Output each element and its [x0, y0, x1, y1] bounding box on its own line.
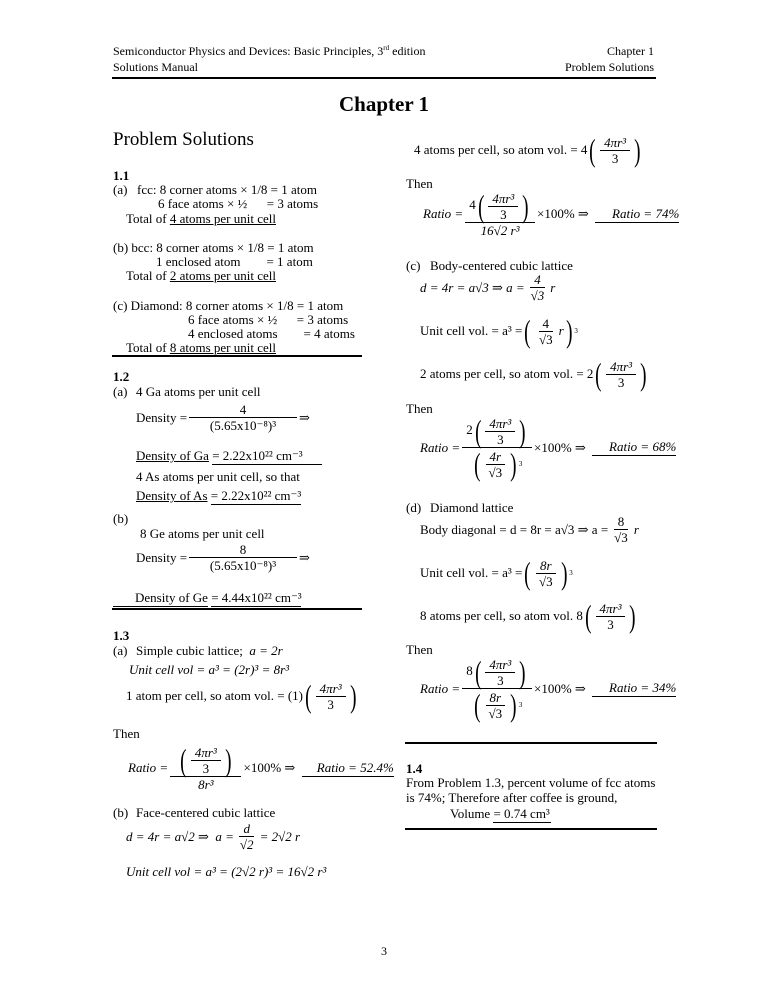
p1-4-volume: Volume = 0.74 cm³	[450, 806, 550, 821]
book-subtitle: Solutions Manual	[113, 60, 199, 74]
p1-3-b-atom-vol: 4 atoms per cell, so atom vol. = 4 ( $\frac{\text{4πr³}}{3}$ )	[414, 132, 641, 168]
p1-2-a-intro: 4 Ga atoms per unit cell	[136, 384, 261, 399]
p1-3-d-title: Diamond lattice	[430, 500, 514, 515]
p1-3-c-atom-vol: 2 atoms per cell, so atom vol. = 2 ( $\frac{\text{4πr³}}{3}$ )	[420, 356, 647, 392]
p1-2-a-as-intro: 4 As atoms per unit cell, so that	[136, 469, 300, 484]
p1-3-a-title: Simple cubic lattice; a = 2r	[136, 643, 283, 658]
p1-3-d-then: Then	[406, 642, 433, 657]
book-title: Semiconductor Physics and Devices: Basic Principles, 3rd edition	[113, 44, 426, 58]
p1-2-a-as-result: Density of As = 2.22x10²² cm⁻³	[136, 488, 302, 503]
p1-1-c-line1: (c) Diamond: 8 corner atoms × 1/8 = 1 atom	[113, 298, 344, 313]
p1-3-b-label: (b)	[113, 805, 129, 820]
p1-1-a-line2: 6 face atoms × ½ = 3 atoms	[158, 196, 319, 211]
p1-3-b-diag-eq: d = 4r = a√2 ⇒ a = $\frac{d}{√2}$ = 2√2 r	[126, 821, 301, 852]
p1-3-d-atom-vol: 8 atoms per cell, so atom vol. 8 ( $\frac{\text{4πr³}}{3}$ )	[420, 598, 637, 634]
p1-1-a-label: (a)	[113, 182, 128, 197]
p1-2-b-intro: 8 Ge atoms per unit cell	[140, 526, 265, 541]
divider-1-4	[405, 828, 657, 830]
p1-4-line1: From Problem 1.3, percent volume of fcc atoms	[406, 775, 656, 790]
p1-3-c-title: Body-centered cubic lattice	[430, 258, 573, 273]
divider-1-2	[112, 608, 362, 610]
problem-number-1-2: 1.2	[113, 369, 130, 384]
p1-2-a-density-eq: Density = $\frac{4}{\text{(5.65x10⁻⁸)³}}$ ⇒	[136, 402, 310, 433]
section-heading: Problem Solutions	[113, 129, 254, 150]
header-section: Problem Solutions	[564, 60, 654, 74]
p1-3-a-atom-vol: 1 atom per cell, so atom vol. = (1) ( $\frac{\text{4πr³}}{3}$ )	[126, 678, 357, 714]
p1-3-a-ratio-eq: Ratio = ( $\frac{\text{4πr³}}{3}$ ) 8r³ ×100% ⇒ Ratio = 52.4%	[128, 742, 394, 792]
p1-1-b-line2: 1 enclosed atom = 1 atom	[156, 254, 313, 269]
page-number: 3	[381, 944, 387, 958]
p1-1-b-line1: (b) bcc: 8 corner atoms × 1/8 = 1 atom	[113, 240, 314, 255]
p1-4-line2: is 74%; Therefore after coffee is ground,	[406, 790, 618, 805]
p1-3-b-ratio-eq: Ratio = 4 ( $\frac{\text{4πr³}}{3}$ ) 16√2 r³ ×100% ⇒ Ratio = 74%	[423, 188, 680, 238]
p1-3-d-unit-cell-vol: Unit cell vol. = a³ = ( $\frac{8r}{√3}$ ) 3	[420, 555, 573, 591]
p1-3-b-unit-cell-vol: Unit cell vol = a³ = (2√2 r)³ = 16√2 r³	[126, 864, 327, 879]
p1-1-a-line1: fcc: 8 corner atoms × 1/8 = 1 atom	[137, 182, 318, 197]
p1-3-d-diag-eq: Body diagonal = d = 8r = a√3 ⇒ a = $\frac{8}{√3}$ r	[420, 514, 639, 545]
problem-number-1-3: 1.3	[113, 628, 130, 643]
p1-3-c-diag-eq: d = 4r = a√3 ⇒ a = $\frac{4}{√3}$ r	[420, 272, 556, 303]
p1-3-d-label: (d)	[406, 500, 422, 515]
p1-2-a-label: (a)	[113, 384, 128, 399]
p1-2-b-result: Density of Ge = 4.44x10²² cm⁻³	[113, 590, 301, 607]
p1-2-a-result: Density of Ga = 2.22x10²² cm⁻³	[136, 448, 322, 465]
page-title: Chapter 1	[338, 92, 430, 116]
p1-3-a-then: Then	[113, 726, 140, 741]
header-rule	[112, 77, 656, 79]
divider-1-1	[112, 355, 362, 357]
problem-number-1-4: 1.4	[406, 761, 423, 776]
p1-2-b-label: (b)	[113, 511, 129, 526]
problem-number-1-1: 1.1	[113, 168, 130, 183]
p1-3-a-label: (a)	[113, 643, 128, 658]
p1-3-b-title: Face-centered cubic lattice	[136, 805, 276, 820]
p1-1-c-line2: 6 face atoms × ½ = 3 atoms	[188, 312, 349, 327]
p1-1-a-total: Total of 4 atoms per unit cell	[126, 211, 276, 226]
p1-1-c-total: Total of 8 atoms per unit cell	[126, 340, 276, 355]
p1-3-c-ratio-eq: Ratio = 2 ( $\frac{\text{4πr³}}{3}$ ) ( $\frac{4r}{√3}$ ) 3 ×100% ⇒ Ratio = 68%	[420, 413, 677, 482]
p1-3-c-then: Then	[406, 401, 433, 416]
p1-3-d-ratio-eq: Ratio = 8 ( $\frac{\text{4πr³}}{3}$ ) ( $\frac{8r}{√3}$ ) 3 ×100% ⇒ Ratio = 34%	[420, 654, 677, 723]
p1-1-c-line3: 4 enclosed atoms = 4 atoms	[188, 326, 355, 341]
p1-3-c-label: (c)	[406, 258, 421, 273]
header-chapter: Chapter 1	[607, 44, 654, 58]
p1-1-b-total: Total of 2 atoms per unit cell	[126, 268, 276, 283]
divider-1-3	[405, 742, 657, 744]
p1-3-a-unit-cell-vol: Unit cell vol = a³ = (2r)³ = 8r³	[129, 662, 290, 677]
p1-3-c-unit-cell-vol: Unit cell vol. = a³ = ( $\frac{4}{√3}$ r ) 3	[420, 313, 578, 349]
p1-2-b-density-eq: Density = $\frac{8}{\text{(5.65x10⁻⁸)³}}$ ⇒	[136, 542, 310, 573]
p1-3-b-then: Then	[406, 176, 433, 191]
